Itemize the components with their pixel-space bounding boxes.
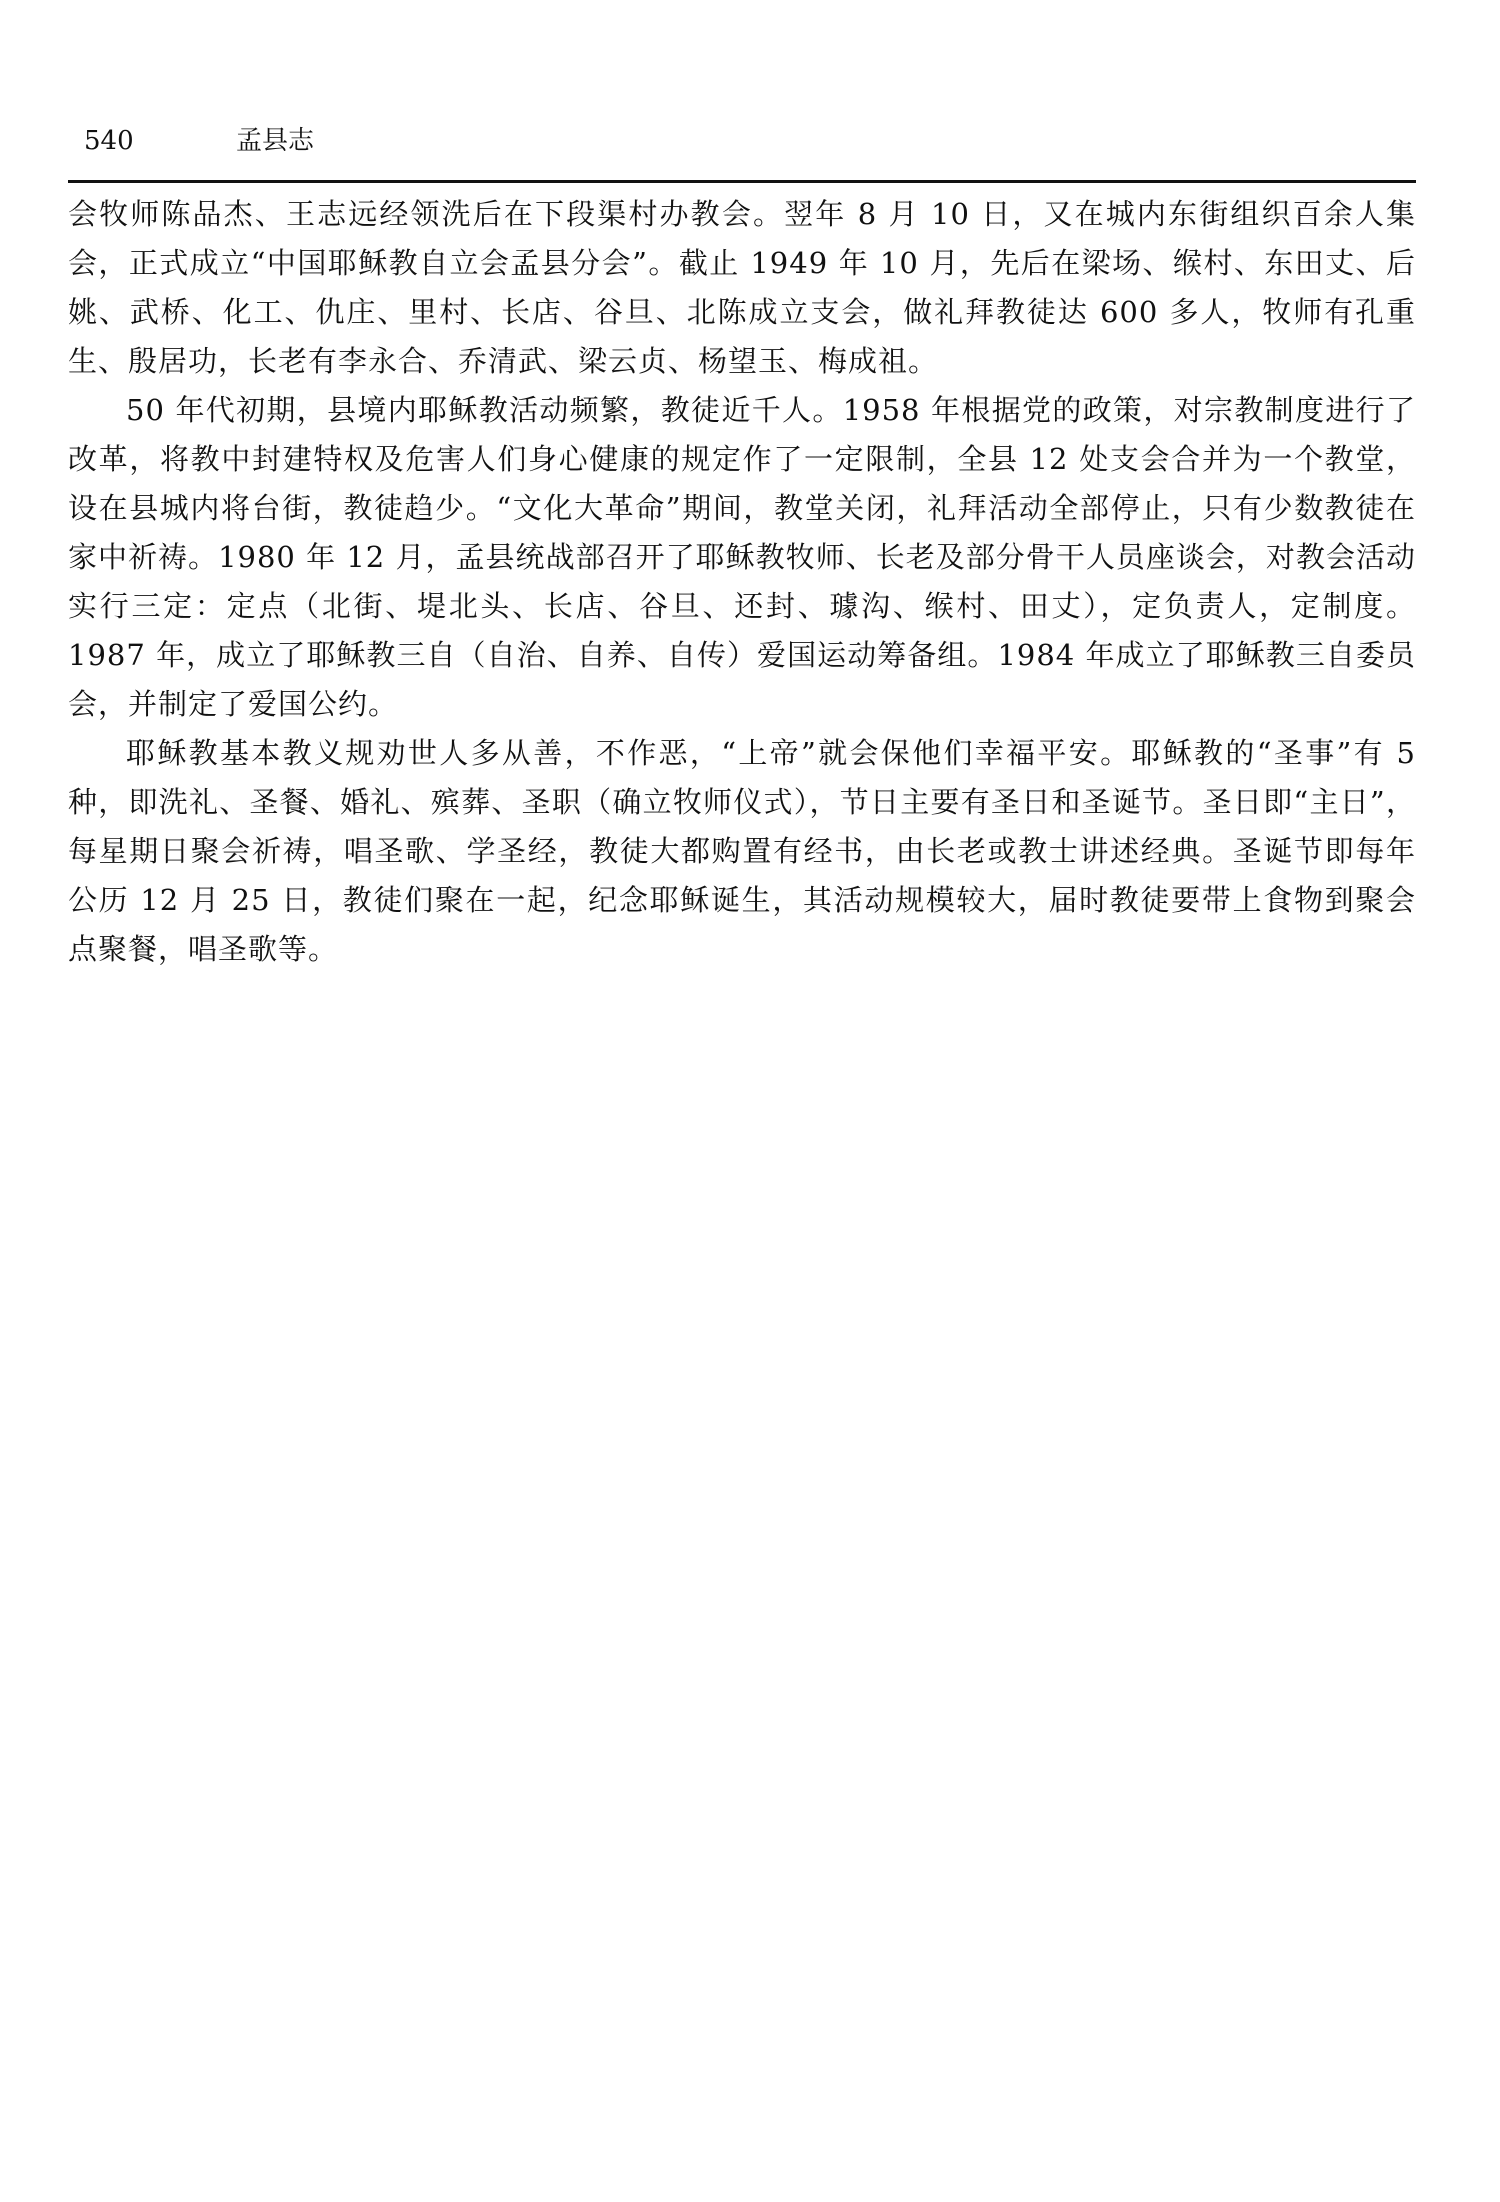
paragraph-continued: 会牧师陈品杰、王志远经领洗后在下段渠村办教会。翌年 8 月 10 日，又在城内东街组织百余人集会，正式成立“中国耶稣教自立会孟县分会”。截止 1949 年 10 月，先后在梁场、缑村、东田丈、后姚、武桥、化工、仇庄、里村、长店、谷旦、北陈成立支会，做礼拜教徒达 600 多人，牧师有孔重生、殷居功，长老有李永合、乔清武、梁云贞、杨望玉、梅成祖。 (68, 197, 1416, 378)
paragraph-1950s-history: 50 年代初期，县境内耶稣教活动频繁，教徒近千人。1958 年根据党的政策，对宗教制度进行了改革，将教中封建特权及危害人们身心健康的规定作了一定限制，全县 12 处支会合并为一个教堂，设在县城内将台街，教徒趋少。“文化大革命”期间，教堂关闭，礼拜活动全部停止，只有少数教徒在家中祈祷。1980 年 12 月，孟县统战部召开了耶稣教牧师、长老及部分骨干人员座谈会，对教会活动实行三定：定点（北街、堤北头、长店、谷旦、还封、璩沟、缑村、田丈），定负责人，定制度。1987 年，成立了耶稣教三自（自治、自养、自传）爱国运动筹备组。1984 年成立了耶稣教三自委员会，并制定了爱国公约。 (68, 393, 1416, 721)
running-header (84, 124, 1414, 164)
body-text (68, 190, 1416, 974)
page-number: 540 (84, 126, 134, 156)
paragraph-doctrine: 耶稣教基本教义规劝世人多从善，不作恶，“上帝”就会保他们幸福平安。耶稣教的“圣事”有 5 种，即洗礼、圣餐、婚礼、殡葬、圣职（确立牧师仪式），节日主要有圣日和圣诞节。圣日即“主日”，每星期日聚会祈祷，唱圣歌、学圣经，教徒大都购置有经书，由长老或教士讲述经典。圣诞节即每年公历 12 月 25 日，教徒们聚在一起，纪念耶稣诞生，其活动规模较大，届时教徒要带上食物到聚会点聚餐，唱圣歌等。 (68, 736, 1416, 966)
header-divider (68, 180, 1416, 183)
book-title: 孟县志 (236, 126, 315, 156)
